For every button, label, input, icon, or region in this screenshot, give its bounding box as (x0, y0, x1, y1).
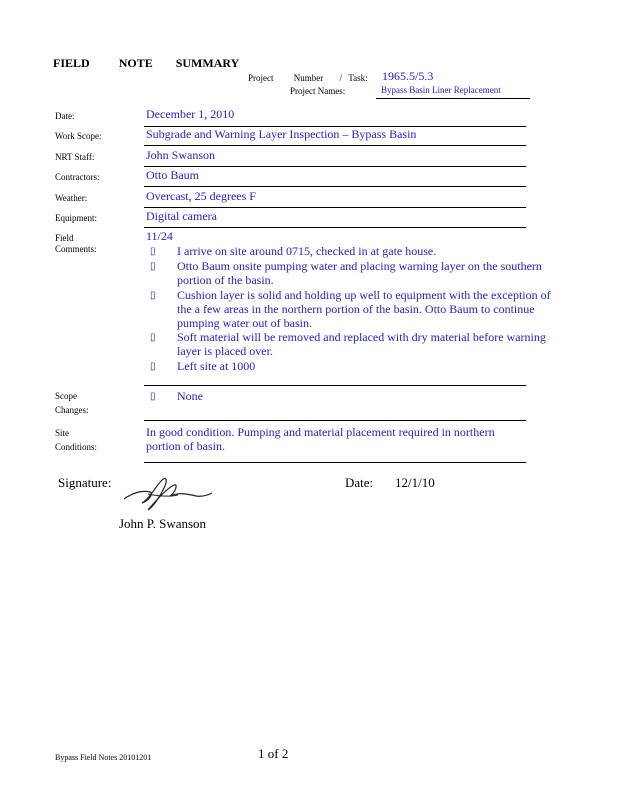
nrt-staff-value: John Swanson (146, 148, 216, 162)
project-number-value: 1965.5/5.3 (382, 69, 434, 83)
bullet-icon: ▯ (150, 332, 156, 343)
date-label: Date: (55, 111, 75, 121)
equipment-label: Equipment: (55, 213, 97, 223)
scope-changes-label-line2: Changes: (55, 405, 89, 415)
nrt-staff-label: NRT Staff: (55, 152, 95, 162)
comment-item: I arrive on site around 0715, checked in at gate house. (177, 244, 437, 258)
weather-label: Weather: (55, 193, 88, 203)
project-number-label-row (248, 73, 368, 83)
scope-changes-value: None (177, 389, 203, 403)
field-comments-label-line1: Field (55, 233, 74, 243)
comment-item: Otto Baum onsite pumping water and placing warning layer on the southern portion of the basin. (177, 259, 542, 287)
signature-date-value: 12/1/10 (395, 475, 435, 490)
bullet-icon: ▯ (150, 361, 156, 372)
slash-label: / (339, 73, 343, 83)
work-scope-label: Work Scope: (55, 131, 102, 141)
contractors-underline (144, 186, 526, 187)
signer-name: John P. Swanson (119, 516, 207, 531)
comment-item: Soft material will be removed and replaced with dry material before warning layer is placed over. (177, 330, 546, 358)
scope-changes-label (55, 391, 89, 416)
nrt-staff-underline (144, 166, 526, 167)
field-comments-label-line2: Comments: (55, 244, 97, 254)
number-label: Number (293, 73, 324, 83)
weather-value: Overcast, 25 degrees F (146, 189, 256, 203)
work-scope-underline (144, 145, 526, 146)
site-conditions-label (55, 428, 97, 453)
form-title (53, 56, 239, 71)
comments-date: 11/24 (146, 229, 173, 243)
comment-item: Cushion layer is solid and holding up well to equipment with the exception of the a few areas in the northern portion of the basin. Otto Baum to continue pumping water out of basin. (177, 288, 551, 330)
footer-doc-name: Bypass Field Notes 20101201 (55, 753, 152, 762)
equipment-underline (144, 227, 526, 228)
handwritten-signature-icon (118, 474, 218, 514)
bullet-icon: ▯ (150, 246, 156, 257)
bullet-icon: ▯ (150, 290, 156, 301)
project-names-label: Project Names: (290, 86, 346, 96)
comments-underline (144, 385, 526, 386)
bullet-icon: ▯ (150, 391, 156, 402)
title-word-field: FIELD (53, 56, 90, 70)
signature-label: Signature: (58, 475, 112, 490)
project-name-value: Bypass Basin Liner Replacement (381, 85, 501, 95)
site-conditions-label-line1: Site (55, 428, 70, 438)
bullet-icon: ▯ (150, 261, 156, 272)
title-word-note: NOTE (118, 56, 153, 70)
title-word-summary: SUMMARY (175, 56, 240, 70)
field-comments-label (55, 233, 97, 255)
equipment-value: Digital camera (146, 209, 217, 223)
project-label: Project (248, 73, 274, 83)
site-conditions-underline (144, 462, 526, 463)
contractors-value: Otto Baum (146, 168, 199, 182)
task-label: Task: (348, 73, 368, 83)
site-conditions-label-line2: Conditions: (55, 442, 98, 452)
scope-changes-label-line1: Scope (55, 391, 77, 401)
footer-page-number: 1 of 2 (258, 746, 289, 761)
signature-date-label: Date: (345, 475, 374, 490)
weather-underline (144, 207, 526, 208)
contractors-label: Contractors: (55, 172, 100, 182)
date-value: December 1, 2010 (146, 107, 235, 121)
site-conditions-value: In good condition. Pumping and material placement required in northern portion of basin. (146, 425, 495, 453)
project-underline (376, 98, 530, 99)
scope-changes-underline (144, 420, 526, 421)
comment-item: Left site at 1000 (177, 359, 256, 373)
work-scope-value: Subgrade and Warning Layer Inspection – Bypass Basin (146, 127, 417, 141)
